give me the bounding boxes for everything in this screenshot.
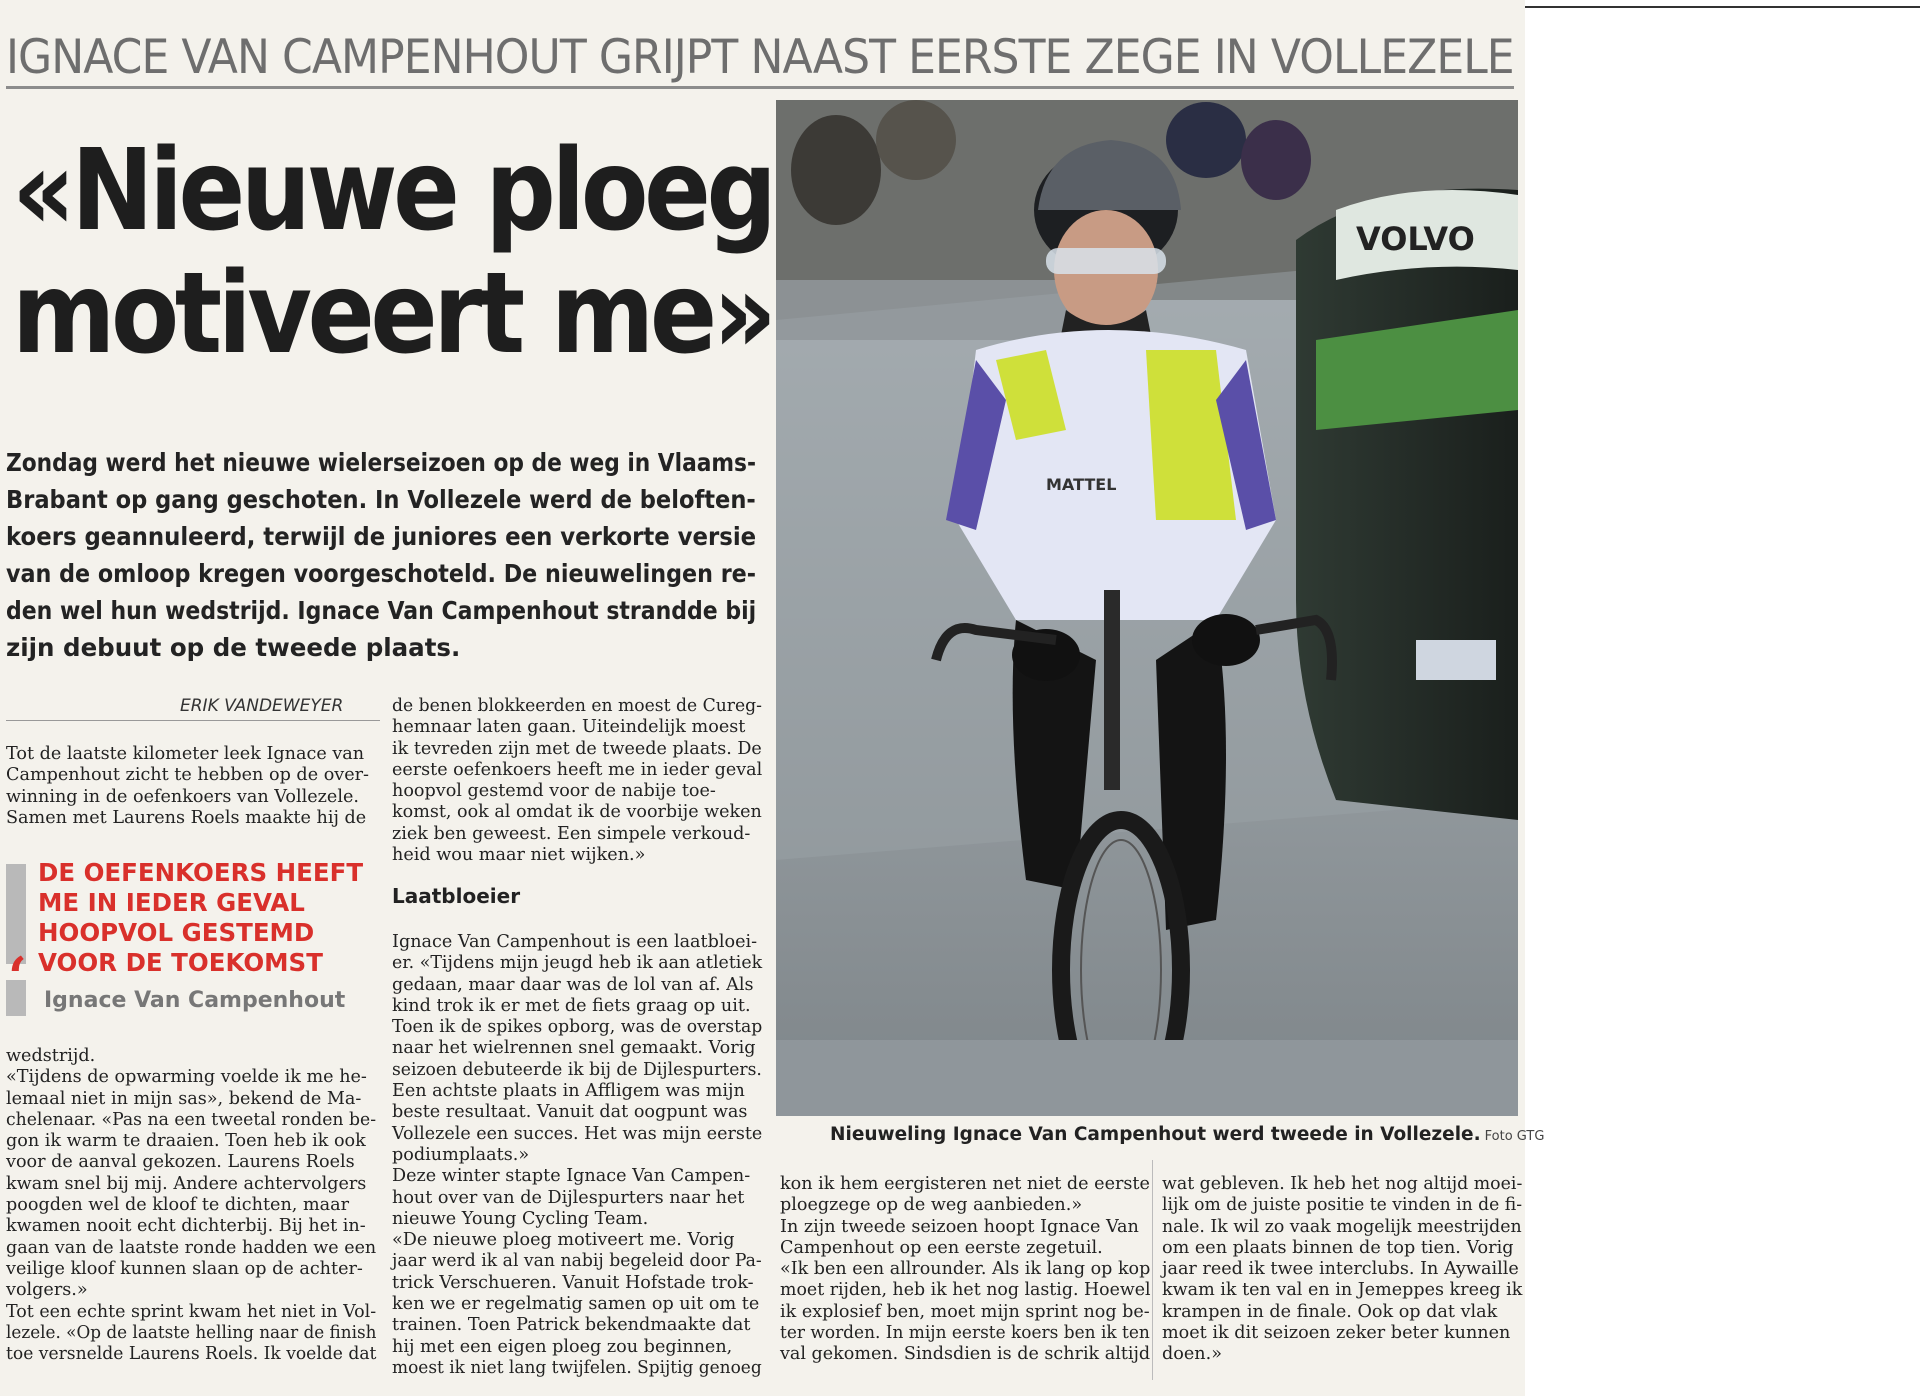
text-line: In zijn tweede seizoen hoopt Ignace Van — [780, 1216, 1139, 1237]
text-line: kwam ik ten val en in Jemeppes kreeg ik — [1162, 1280, 1523, 1301]
text-line: ploegzege op de weg aanbieden.» — [780, 1195, 1083, 1216]
caption-text: Nieuweling Ignace Van Campenhout werd tweede in Vollezele. — [830, 1124, 1481, 1145]
photo-credit: Foto GTG — [1484, 1129, 1545, 1144]
text-line: nieuwe Young Cycling Team. — [392, 1208, 649, 1229]
text-line: moest ik niet lang twijfelen. Spijtig genoeg — [392, 1357, 762, 1378]
quote-mark-icon: ‘ — [8, 945, 27, 1009]
text-line: poogden wel de kloof te dichten, maar — [6, 1195, 350, 1216]
text-line: naar het wielrennen snel gemaakt. Vorig — [392, 1038, 756, 1059]
text-line: ik tevreden zijn met de tweede plaats. De — [392, 738, 762, 759]
text-line: moet ik dit seizoen zeker beter kunnen — [1162, 1323, 1511, 1344]
text-line: jaar werd ik al van nabij begeleid door Pa- — [392, 1251, 762, 1272]
lead-line: van de omloop kregen voorgeschoteld. De nieuwelingen re- — [6, 559, 756, 588]
text-line: ter worden. In mijn eerste koers ben ik ten — [780, 1323, 1150, 1344]
main-headline — [12, 126, 773, 380]
lead-line: den wel hun wedstrijd. Ignace Van Campenhout strandde bij — [6, 596, 757, 625]
text-line: Een achtste plaats in Affligem was mijn — [392, 1081, 745, 1102]
kicker-rule — [6, 86, 1514, 89]
text-line: de benen blokkeerden en moest de Cureg- — [392, 696, 762, 716]
text-line: ken we er regelmatig samen op uit om te — [392, 1294, 760, 1315]
text-line: gedaan, maar daar was de lol van af. Als — [392, 974, 754, 995]
text-line: beste resultaat. Vanuit dat oogpunt was — [392, 1102, 748, 1123]
text-line: Tot de laatste kilometer leek Ignace van — [6, 744, 365, 764]
text-line: er. «Tijdens mijn jeugd heb ik aan atletiek — [392, 953, 763, 974]
text-line: om een plaats binnen de top tien. Vorig — [1162, 1237, 1514, 1258]
jersey-text: MATTEL — [1046, 475, 1117, 494]
text-line: Campenhout zicht te hebben op de over- — [6, 765, 369, 786]
quote-line: DE OEFENKOERS HEEFT — [38, 858, 364, 887]
text-line: gon ik warm te draaien. Toen heb ik ook — [6, 1131, 366, 1152]
text-line: Tot een echte sprint kwam het niet in Vol- — [6, 1301, 377, 1322]
quote-line: VOOR DE TOEKOMST — [38, 948, 323, 977]
text-line: lijk om de juiste positie te vinden in de fi- — [1162, 1195, 1523, 1216]
lead-line: zijn debuut op de tweede plaats. — [6, 633, 461, 662]
text-line: veilige kloof kunnen slaan op de achter- — [6, 1258, 363, 1279]
byline-rule — [6, 720, 380, 721]
text-line: hemnaar laten gaan. Uiteindelijk moest — [392, 717, 746, 738]
text-line: toe versnelde Laurens Roels. Ik voelde dat — [6, 1344, 377, 1365]
text-line: ik explosief ben, moet mijn sprint nog be- — [780, 1301, 1150, 1322]
text-line: lemaal niet in mijn sas», bekend de Ma- — [6, 1088, 362, 1109]
column-1-top — [6, 744, 376, 829]
text-line: krampen in de finale. Ook op dat vlak — [1162, 1301, 1498, 1322]
column-3 — [780, 1174, 1150, 1366]
kicker-headline: IGNACE VAN CAMPENHOUT GRIJPT NAAST EERSTE ZEGE IN VOLLEZELE — [6, 30, 1514, 85]
text-line: Ignace Van Campenhout is een laatbloei- — [392, 932, 758, 952]
lead-line: koers geannuleerd, terwijl de juniores een verkorte versie — [6, 522, 757, 551]
pull-quote — [6, 858, 381, 1018]
text-line: Toen ik de spikes opborg, was de overstap — [392, 1017, 763, 1038]
text-line: doen.» — [1162, 1344, 1222, 1365]
text-line: chelenaar. «Pas na een tweetal ronden be- — [6, 1109, 377, 1130]
text-line: heid wou maar niet wijken.» — [392, 845, 646, 866]
text-line: podiumplaats.» — [392, 1144, 530, 1165]
headline-line: motiveert me» — [12, 249, 773, 380]
text-line: lezele. «Op de laatste helling naar de finish — [6, 1322, 377, 1343]
text-line: val gekomen. Sindsdien is de schrik altijd — [780, 1344, 1151, 1365]
text-line: voor de aanval gekozen. Laurens Roels — [6, 1152, 355, 1173]
column-2-top — [392, 696, 762, 866]
text-line: Campenhout op een eerste zegetuil. — [780, 1237, 1103, 1258]
text-line: «De nieuwe ploeg motiveert me. Vorig — [392, 1230, 735, 1251]
text-line: Vollezele een succes. Het was mijn eerste — [392, 1123, 763, 1144]
quote-text — [38, 858, 363, 978]
column-4 — [1162, 1174, 1522, 1366]
text-line: hij met een eigen ploeg zou beginnen, — [392, 1336, 733, 1357]
text-line: wedstrijd. — [6, 1046, 96, 1066]
text-line: trainen. Toen Patrick bekendmaakte dat — [392, 1315, 751, 1336]
subheading: Laatbloeier — [392, 884, 521, 908]
text-line: eerste oefenkoers heeft me in ieder geval — [392, 759, 763, 780]
text-line: trick Verschueren. Vanuit Hofstade trok- — [392, 1272, 754, 1293]
quote-line: ME IN IEDER GEVAL — [38, 888, 305, 917]
text-line: kwamen nooit echt dichterbij. Bij het in- — [6, 1216, 366, 1237]
text-line: seizoen debuteerde ik bij de Dijlespurters. — [392, 1059, 762, 1080]
text-line: Deze winter stapte Ignace Van Campen- — [392, 1166, 751, 1187]
text-line: «Ik ben een allrounder. Als ik lang op kop — [780, 1259, 1151, 1280]
text-line: volgers.» — [6, 1280, 88, 1301]
text-line: «Tijdens de opwarming voelde ik me he- — [6, 1067, 367, 1088]
text-line: komst, ook al omdat ik de voorbije weken — [392, 802, 762, 823]
lead-line: Zondag werd het nieuwe wielerseizoen op de weg in Vlaams- — [6, 448, 757, 477]
text-line: hoopvol gestemd voor de nabije toe- — [392, 781, 716, 802]
lead-line: Brabant op gang geschoten. In Vollezele werd de beloften- — [6, 485, 756, 514]
text-line: nale. Ik wil zo vaak mogelijk meestrijden — [1162, 1216, 1522, 1237]
text-line: winning in de oefenkoers van Vollezele. — [6, 786, 359, 807]
quote-author: Ignace Van Campenhout — [44, 988, 346, 1013]
text-line: wat gebleven. Ik heb het nog altijd moei- — [1162, 1174, 1523, 1194]
author-byline: ERIK VANDEWEYER — [180, 696, 344, 716]
car-brand-text: VOLVO — [1356, 220, 1475, 258]
quote-line: HOOPVOL GESTEMD — [38, 918, 315, 947]
column-divider — [1152, 1160, 1153, 1380]
lead-paragraph — [6, 444, 756, 666]
text-line: kon ik hem eergisteren net niet de eerste — [780, 1174, 1150, 1194]
photo-caption — [830, 1124, 1544, 1145]
text-line: jaar reed ik twee interclubs. In Aywaille — [1162, 1259, 1519, 1280]
text-line: kwam snel bij mij. Andere achtervolgers — [6, 1173, 367, 1194]
text-line: hout over van de Dijlespurters naar het — [392, 1187, 745, 1208]
text-line: kind trok ik er met de fiets graag op uit. — [392, 995, 751, 1016]
text-line: Samen met Laurens Roels maakte hij de — [6, 807, 367, 828]
column-2-bottom — [392, 932, 762, 1379]
headline-line: «Nieuwe ploeg — [12, 126, 773, 256]
column-1-bottom — [6, 1046, 376, 1365]
text-line: moet rijden, heb ik het nog lastig. Hoewel — [780, 1280, 1151, 1301]
text-line: gaan van de laatste ronde hadden we een — [6, 1237, 377, 1258]
text-line: ziek ben geweest. Een simpele verkoud- — [392, 823, 751, 844]
cyclist-photo — [776, 100, 1518, 1116]
